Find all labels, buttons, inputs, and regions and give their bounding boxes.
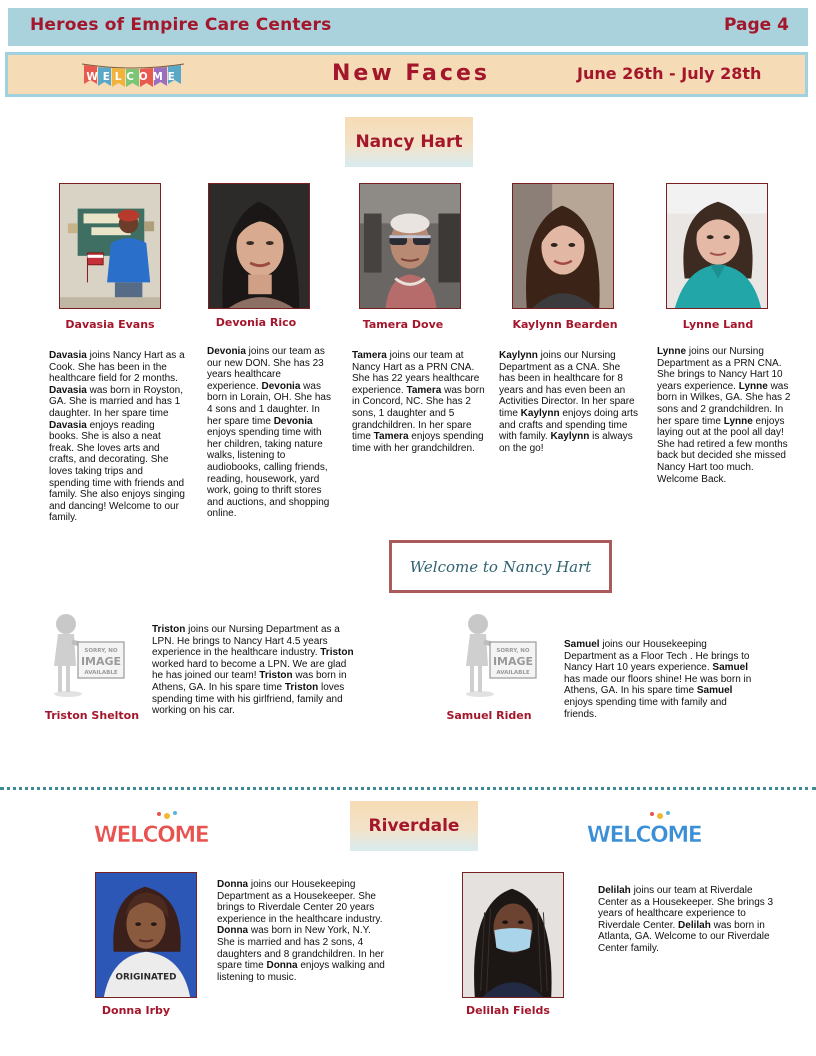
name-tamera-dove: Tamera Dove: [362, 318, 444, 331]
page-title: New Faces: [332, 61, 490, 86]
no-image-placeholder-icon: [460, 612, 540, 698]
bio-davasia-evans: Davasia joins Nancy Hart as a Cook. She has been in the healthcare field for 2 months. Davasia was born in Royston, GA. She is married and has 1 daughter. In her spare time Davasia enjoys reading books. She is also a neat freak. She loves arts and crafts, and decorating. She loves taking trips and spending time with friends and family. She also enjoys singing and dancing! Welcome to our family.: [49, 350, 185, 524]
photo-lynne-land: [666, 183, 768, 309]
name-kaylynn-bearden: Kaylynn Bearden: [512, 318, 618, 331]
welcome-flag-text: WELCOME: [86, 71, 180, 83]
name-davasia-evans: Davasia Evans: [65, 318, 155, 331]
name-samuel-riden: Samuel Riden: [446, 709, 532, 722]
photo-kaylynn-bearden: [512, 183, 614, 309]
welcome-graphic-icon: [586, 808, 702, 850]
svg-text:SORRY, NO: SORRY, NO: [84, 648, 118, 654]
page-number: Page 4: [724, 15, 789, 35]
photo-davasia-evans: [59, 183, 161, 309]
name-donna-irby: Donna Irby: [101, 1004, 171, 1017]
bio-samuel-riden: Samuel joins our Housekeeping Department as a Floor Tech . He brings to Nancy Hart 10 years experience. Samuel has made our floors shine! He was born in Athens, GA. In his spare time Samuel enjoys spending time with family and friends.: [564, 639, 752, 720]
org-title: Heroes of Empire Care Centers: [30, 15, 332, 35]
welcome-bunting-icon: [80, 58, 186, 94]
photo-tamera-dove: [359, 183, 461, 309]
name-delilah-fields: Delilah Fields: [466, 1004, 550, 1017]
svg-text:ORIGINATED: ORIGINATED: [115, 972, 177, 983]
name-devonia-rico: Devonia Rico: [215, 316, 297, 329]
svg-text:WELCOME: WELCOME: [93, 823, 209, 848]
svg-text:IMAGE: IMAGE: [80, 655, 122, 668]
svg-text:SORRY, NO: SORRY, NO: [496, 648, 530, 654]
bio-donna-irby: Donna joins our Housekeeping Department as a Housekeeper. She brings to Riverdale Center 20 years experience in the healthcare industry. Donna was born in New York, N.Y. She is married and has 2 sons, 4 daughters and 8 grandchildren. In her spare time Donna enjoys walking and listening to music.: [217, 879, 385, 983]
section-divider: [0, 787, 816, 790]
date-range: June 26th - July 28th: [577, 64, 762, 83]
bio-devonia-rico: Devonia joins our team as our new DON. She has 23 years healthcare experience. Devonia was born in Lorain, OH. She has 4 sons and 1 daughter. In her spare time Devonia enjoys spending time with her children, taking nature walks, listening to audiobooks, calling friends, reading, housework, yard work, going to thrift stores and auctions, and shopping online.: [207, 346, 331, 520]
svg-text:AVAILABLE: AVAILABLE: [84, 670, 118, 676]
no-image-placeholder-icon: [48, 612, 128, 698]
section-label-nancy-hart: Nancy Hart: [345, 117, 473, 167]
welcome-nancy-hart-box: Welcome to Nancy Hart: [389, 540, 612, 593]
photo-delilah-fields: [462, 872, 564, 998]
photo-devonia-rico: [208, 183, 310, 309]
name-triston-shelton: Triston Shelton: [44, 709, 140, 722]
section-label-riverdale: Riverdale: [350, 801, 478, 851]
welcome-graphic-icon: [93, 808, 209, 850]
name-lynne-land: Lynne Land: [682, 318, 754, 331]
bio-triston-shelton: Triston joins our Nursing Department as a LPN. He brings to Nancy Hart 4.5 years experience in the healthcare industry. Triston worked hard to become a LPN. We are glad he has joined our team! Triston was born in Athens, GA. In his spare time Triston loves spending time with his girlfriend, family and working on his car.: [152, 624, 354, 717]
bio-delilah-fields: Delilah joins our team at Riverdale Center as a Housekeeper. She brings 3 years of healthcare experience to Riverdale Center. Delilah was born in Atlanta, GA. Welcome to our Riverdale Center family.: [598, 885, 774, 954]
bio-tamera-dove: Tamera joins our team at Nancy Hart as a PRN CNA. She has 22 years healthcare experience. Tamera was born in Concord, NC. She has 2 sons, 1 daughter and 5 grandchildren. In her spare time Tamera enjoys spending time with her grandchildren.: [352, 350, 485, 454]
svg-text:AVAILABLE: AVAILABLE: [496, 670, 530, 676]
bio-lynne-land: Lynne joins our Nursing Department as a PRN CNA. She brings to Nancy Hart 10 years experience. Lynne was born in Wilkes, GA. She has 2 sons and 2 grandchildren. In her spare time Lynne enjoys laying out at the pool all day! She had retired a few months back but decided she missed Nancy Hart too much. Welcome Back.: [657, 346, 791, 485]
svg-text:WELCOME: WELCOME: [586, 823, 702, 848]
svg-text:IMAGE: IMAGE: [492, 655, 534, 668]
photo-donna-irby: [95, 872, 197, 998]
bio-kaylynn-bearden: Kaylynn joins our Nursing Department as a CNA. She has been in healthcare for 8 years and has even been an Activities Director. In her spare time Kaylynn enjoys doing arts and crafts and spending time with family. Kaylynn is always on the go!: [499, 350, 638, 454]
